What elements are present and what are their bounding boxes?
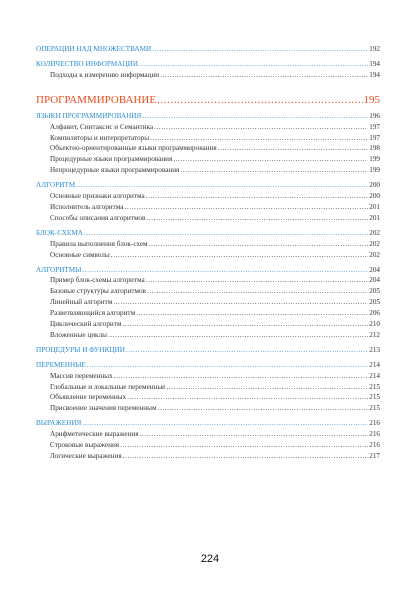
toc-entry[interactable]	[36, 202, 380, 213]
toc-page-number: 214	[369, 371, 380, 380]
toc-entry[interactable]	[36, 297, 380, 308]
toc-page-number: 205	[369, 298, 380, 307]
toc-entry[interactable]	[36, 250, 380, 261]
toc-page-number: 192	[369, 45, 380, 53]
dot-leader	[173, 154, 368, 165]
toc-entry[interactable]	[36, 392, 380, 403]
toc-page-number: 198	[369, 144, 380, 153]
toc-entry[interactable]	[36, 213, 380, 224]
toc-title: БЛОК-СХЕМА	[36, 228, 83, 237]
dot-leader	[150, 133, 368, 144]
toc-title: Способы описания алгоритмов	[50, 213, 146, 222]
dot-leader	[84, 228, 368, 239]
toc-page-number: 212	[369, 330, 380, 339]
toc-section[interactable]	[36, 418, 380, 429]
toc-entry[interactable]	[36, 275, 380, 286]
toc-page-number: 197	[369, 133, 380, 142]
dot-leader	[218, 143, 369, 154]
toc-page-number: 214	[369, 360, 380, 369]
toc-entry[interactable]	[36, 122, 380, 133]
dot-leader	[136, 308, 368, 319]
toc-title: ПЕРЕМЕННЫЕ	[36, 360, 86, 369]
dot-leader	[113, 297, 368, 308]
toc-entry[interactable]	[36, 451, 380, 462]
dot-leader	[124, 202, 368, 213]
dot-leader	[146, 191, 369, 202]
toc-entry[interactable]	[36, 191, 380, 202]
toc-title: Непроцедурные языки программирования	[50, 166, 180, 175]
toc-entry[interactable]	[36, 371, 380, 382]
toc-title: Объектно-ориентированные языки программирования	[50, 144, 217, 153]
dot-leader	[149, 239, 369, 250]
toc-entry[interactable]	[36, 286, 380, 297]
toc-entry[interactable]	[36, 319, 380, 330]
toc-title: Присвоение значения переменным	[50, 404, 157, 413]
dot-leader	[160, 70, 368, 81]
toc-entry[interactable]	[36, 308, 380, 319]
dot-leader	[76, 180, 368, 191]
dot-leader	[158, 403, 369, 414]
dot-leader	[152, 44, 368, 55]
toc-section[interactable]	[36, 265, 380, 276]
toc-section[interactable]	[36, 111, 380, 122]
toc-page-number: 194	[369, 59, 380, 68]
toc-page-number: 217	[369, 452, 380, 460]
toc-title: Алфавит, Синтаксис и Семантика	[50, 122, 154, 131]
dot-leader	[120, 440, 368, 451]
toc-title: ПРОЦЕДУРЫ И ФУНКЦИИ	[36, 345, 125, 354]
page-number: 224	[200, 553, 220, 565]
toc-page-number: 215	[369, 382, 380, 391]
toc-title: Подходы к измерению информации	[50, 70, 160, 79]
toc-page-number: 204	[369, 276, 380, 285]
dot-leader	[180, 165, 368, 176]
toc-title: ЯЗЫКИ ПРОГРАММИРОВАНИЯ	[36, 111, 142, 120]
dot-leader	[127, 392, 368, 403]
toc-title: Логические выражения	[50, 452, 122, 460]
toc-page-number: 197	[369, 122, 380, 131]
toc-section[interactable]	[36, 44, 380, 55]
toc-title: КОЛИЧЕСТВО ИНФОРМАЦИИ	[36, 59, 139, 68]
toc-title: Основные признаки алгоритма	[50, 192, 145, 201]
dot-leader	[147, 286, 368, 297]
toc-page-number: 205	[369, 287, 380, 296]
toc-page-number: 206	[369, 309, 380, 318]
dot-leader	[82, 418, 368, 429]
toc-page-number: 215	[369, 404, 380, 413]
toc-page-number: 201	[369, 213, 380, 222]
toc-entry[interactable]	[36, 403, 380, 414]
toc-page-number: 202	[369, 239, 380, 248]
toc-title: Массив переменных	[50, 371, 113, 380]
toc-page-number: 216	[369, 419, 380, 428]
toc-page-number: 194	[369, 70, 380, 79]
dot-leader	[87, 360, 368, 371]
toc-title: Циклический алгоритм	[50, 320, 122, 329]
dot-leader	[146, 275, 369, 286]
toc-title: Базовые структуры алгоритмов	[50, 287, 147, 296]
toc-entry[interactable]	[36, 165, 380, 176]
toc-title: ВЫРАЖЕНИЯ	[36, 419, 82, 428]
toc-title: Арифметические выражения	[50, 430, 139, 439]
toc-page-number: 202	[369, 228, 380, 237]
toc-title: Строковые выражения	[50, 441, 120, 450]
dot-leader	[139, 59, 368, 70]
table-of-contents	[36, 44, 380, 462]
toc-page-number: 202	[369, 250, 380, 259]
toc-title: Глобальные и локальные переменные	[50, 382, 166, 391]
toc-page-number: 215	[369, 393, 380, 402]
dot-leader	[123, 451, 369, 462]
toc-page-number: 200	[369, 192, 380, 201]
toc-entry[interactable]	[36, 330, 380, 341]
toc-title: Линейный алгоритм	[50, 298, 113, 307]
toc-page-number: 200	[369, 181, 380, 190]
toc-section[interactable]	[36, 180, 380, 191]
toc-page-number: 201	[369, 202, 380, 211]
dot-leader	[126, 345, 368, 356]
toc-page-number: 204	[369, 265, 380, 274]
dot-leader	[154, 122, 368, 133]
toc-entry[interactable]	[36, 154, 380, 165]
dot-leader	[122, 319, 368, 330]
toc-section[interactable]	[36, 345, 380, 356]
toc-title: Исполнитель алгоритма	[50, 202, 124, 211]
dot-leader	[157, 93, 362, 107]
toc-title: АЛГОРИТМ	[36, 181, 76, 190]
toc-title: Процедурные языки программирования	[50, 155, 173, 164]
dot-leader	[82, 265, 368, 276]
toc-page-number: 196	[369, 111, 380, 120]
toc-entry[interactable]	[36, 133, 380, 144]
toc-entry[interactable]	[36, 70, 380, 81]
toc-page-number: 195	[363, 93, 380, 106]
toc-chapter[interactable]	[36, 93, 380, 107]
toc-page-number: 210	[369, 320, 380, 329]
dot-leader	[114, 371, 369, 382]
toc-title: ОПЕРАЦИИ НАД МНОЖЕСТВАМИ	[36, 45, 152, 53]
toc-entry[interactable]	[36, 143, 380, 154]
dot-leader	[146, 213, 368, 224]
toc-title: Разветвляющийся алгоритм	[50, 309, 136, 318]
toc-title: Правила выполнения блок-схем	[50, 239, 148, 248]
toc-section[interactable]	[36, 360, 380, 371]
dot-leader	[167, 382, 369, 393]
dot-leader	[140, 429, 369, 440]
toc-title: Вложенные циклы	[50, 330, 107, 339]
dot-leader	[142, 111, 368, 122]
toc-entry[interactable]	[36, 239, 380, 250]
toc-title: Компиляторы и интерпретаторы	[50, 133, 150, 142]
toc-page-number: 216	[369, 441, 380, 450]
toc-title: Пример блок-схемы алгоритма	[50, 276, 145, 285]
toc-title: ПРОГРАММИРОВАНИЕ	[36, 93, 157, 106]
toc-entry[interactable]	[36, 429, 380, 440]
dot-leader	[111, 250, 368, 261]
toc-entry[interactable]	[36, 440, 380, 451]
toc-section[interactable]	[36, 59, 380, 70]
spacer	[36, 81, 380, 93]
dot-leader	[108, 330, 368, 341]
toc-page-number: 213	[369, 345, 380, 354]
toc-section[interactable]	[36, 228, 380, 239]
toc-page-number: 216	[369, 430, 380, 439]
toc-title: АЛГОРИТМЫ	[36, 265, 82, 274]
toc-page-number: 199	[369, 155, 380, 164]
toc-title: Объявление переменных	[50, 393, 127, 402]
toc-title: Основные символы	[50, 250, 110, 259]
toc-entry[interactable]	[36, 382, 380, 393]
toc-page-number: 199	[369, 166, 380, 175]
